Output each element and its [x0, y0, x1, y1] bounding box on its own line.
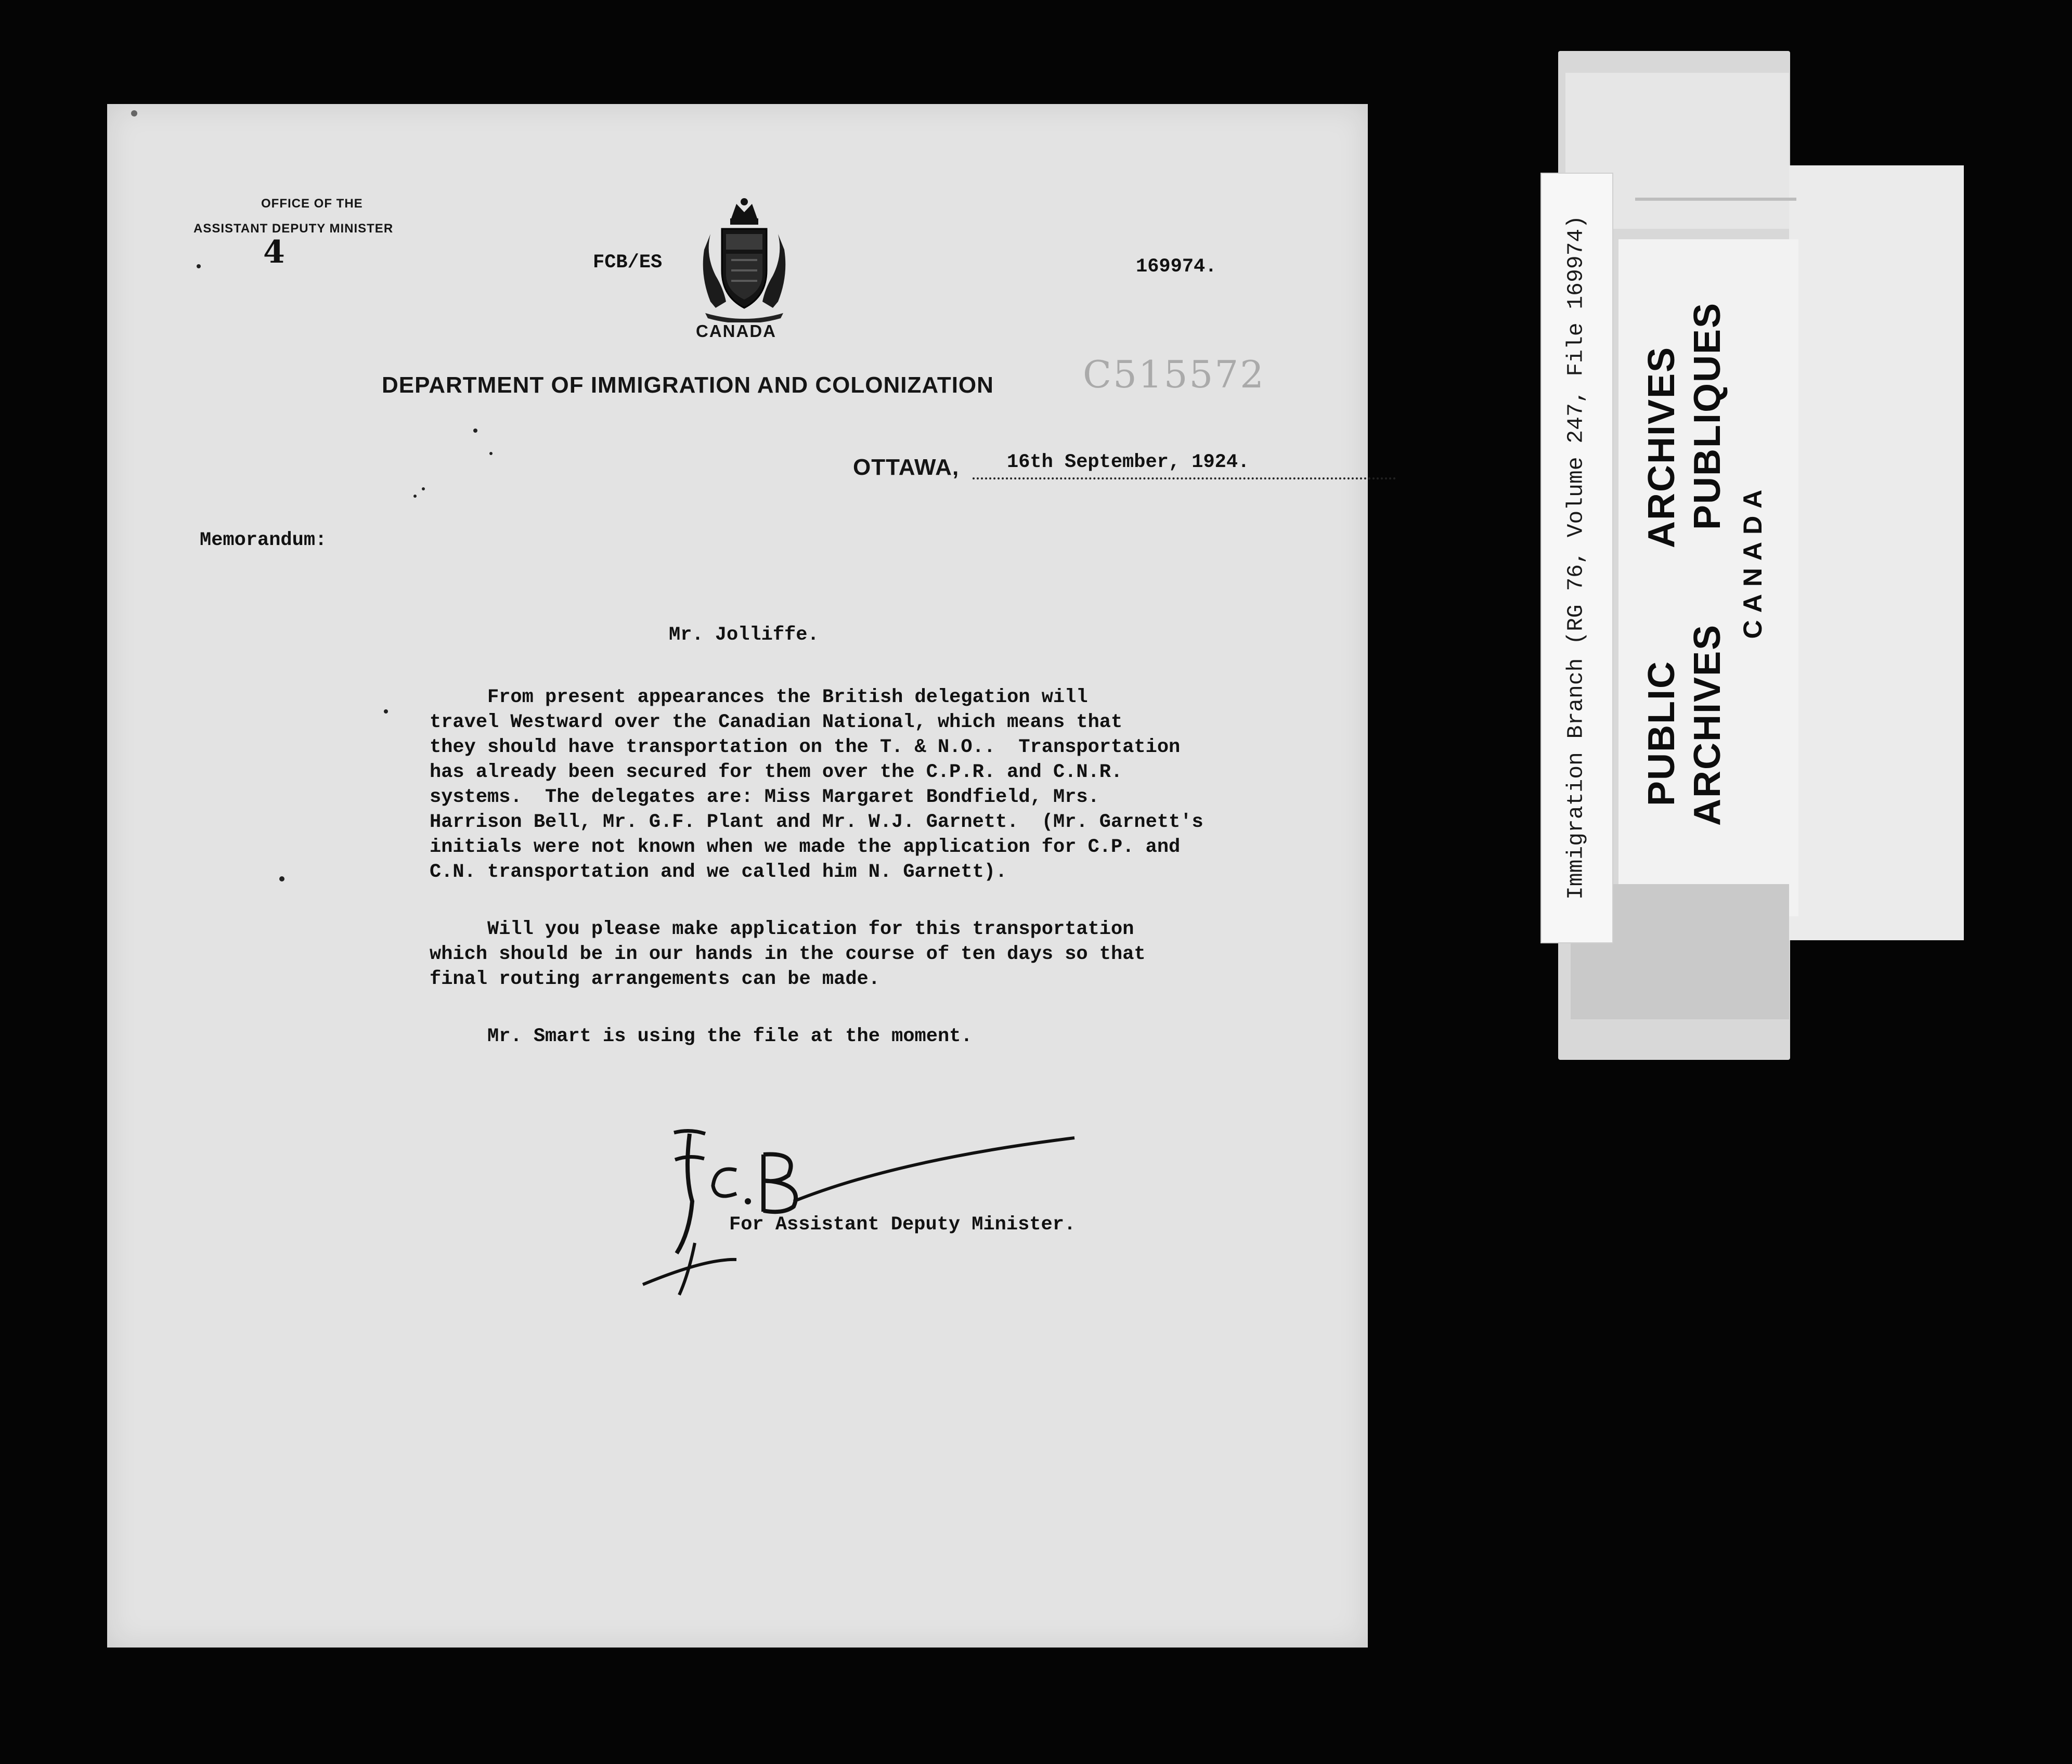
office-handwritten-mark: 4	[263, 234, 285, 270]
file-number: 169974.	[1136, 256, 1217, 278]
archive-stamp-number: C515572	[1083, 353, 1265, 396]
body-line: initials were not known when we made the application for C.P. and	[430, 836, 1181, 858]
office-title-line2: ASSISTANT DEPUTY MINISTER	[193, 222, 394, 236]
body-line: final routing arrangements can be made.	[430, 968, 880, 990]
body-line: C.N. transportation and we called him N. Garnett).	[430, 861, 1007, 883]
body-line: they should have transportation on the T. & N.O.. Transportation	[430, 736, 1181, 758]
file-reference-text: Immigration Branch (RG 76, Volume 247, File 169974)	[1563, 215, 1589, 900]
memorandum-page	[107, 104, 1368, 1648]
archive-folder-crease	[1635, 198, 1796, 201]
archive-folder-right-tab	[1789, 165, 1964, 940]
body-line: Mr. Smart is using the file at the moment.	[430, 1026, 973, 1047]
archive-label-archives: ARCHIVES	[1641, 346, 1682, 549]
archive-label-public: PUBLIC	[1641, 660, 1682, 806]
country-label: CANADA	[696, 321, 776, 341]
body-line: has already been secured for them over the C.P.R. and C.N.R.	[430, 761, 1123, 783]
reference-initials: FCB/ES	[593, 252, 663, 274]
document-type: Memorandum:	[200, 529, 327, 551]
canada-coat-of-arms-icon	[695, 198, 794, 322]
archive-label-archives-fr: ARCHIVES	[1687, 624, 1728, 826]
body-line: which should be in our hands in the course of ten days so that	[430, 943, 1146, 965]
signature-line: For Assistant Deputy Minister.	[729, 1214, 1076, 1236]
department-name: DEPARTMENT OF IMMIGRATION AND COLONIZATION	[382, 372, 994, 398]
body-line: systems. The delegates are: Miss Margaret Bondfield, Mrs.	[430, 786, 1099, 808]
office-title-line1: OFFICE OF THE	[261, 197, 363, 211]
body-line: From present appearances the British delegation will	[430, 686, 1088, 708]
body-line: Will you please make application for this transportation	[430, 918, 1134, 940]
place-label: OTTAWA,	[853, 455, 960, 480]
letter-date: 16th September, 1924.	[1007, 451, 1250, 473]
addressee: Mr. Jolliffe.	[669, 624, 819, 646]
archive-label-canada: CANADA	[1738, 482, 1767, 639]
date-dotted-line	[973, 477, 1396, 479]
archive-label-publiques: PUBLIQUES	[1687, 302, 1728, 530]
body-line: Harrison Bell, Mr. G.F. Plant and Mr. W.J. Garnett. (Mr. Garnett's	[430, 811, 1203, 833]
body-line: travel Westward over the Canadian National, which means that	[430, 711, 1123, 733]
